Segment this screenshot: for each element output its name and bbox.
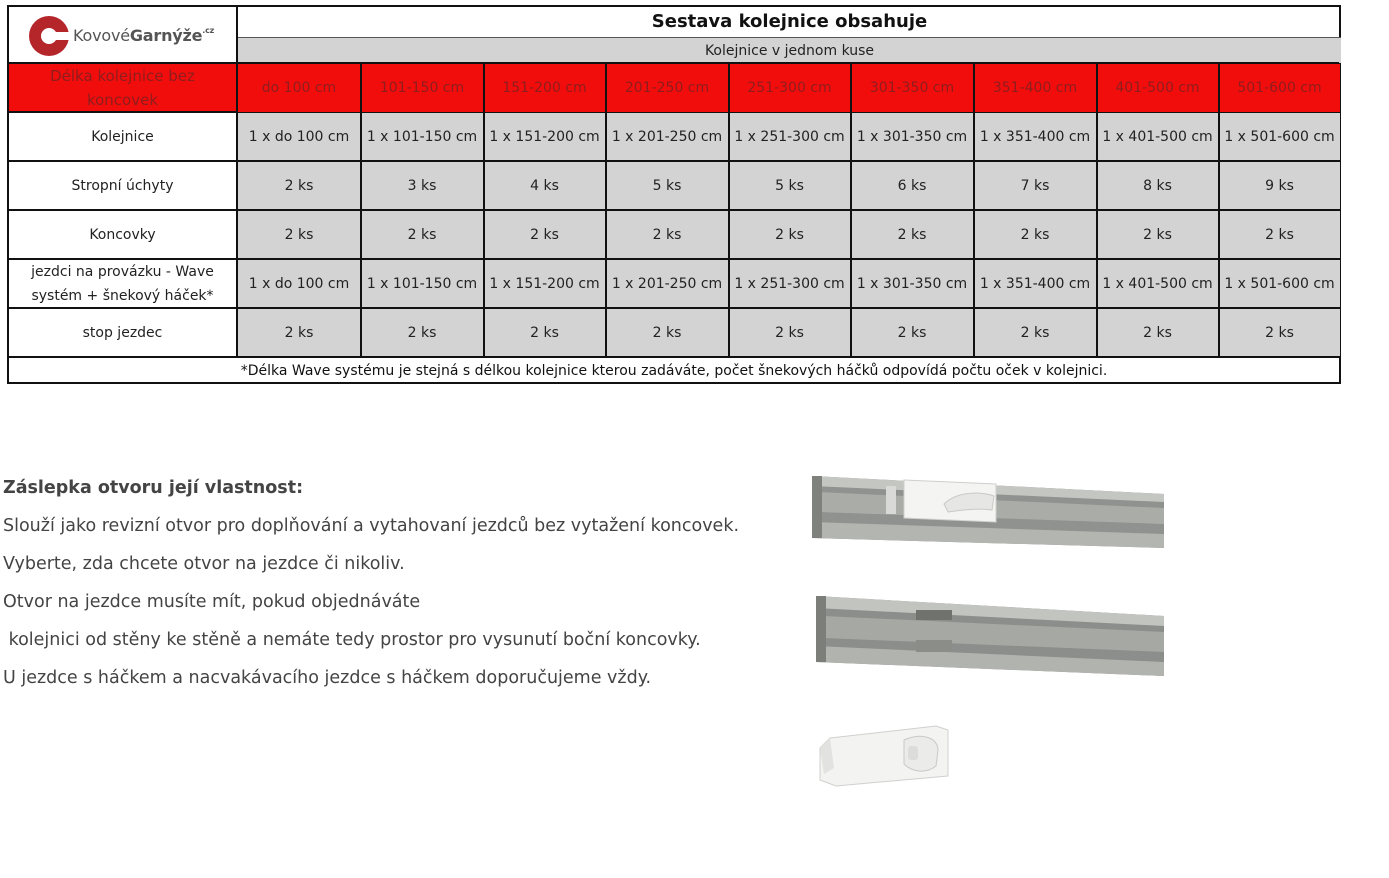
rail-set-table <box>7 5 1341 384</box>
table-cell: 2 ks <box>1097 211 1218 258</box>
info-line: U jezdce s háčkem a nacvakávacího jezdce s háčkem doporučujeme vždy. <box>3 668 652 688</box>
column-divider <box>605 64 607 356</box>
table-cell: 1 x 401-500 cm <box>1097 260 1218 307</box>
rail-cap-image <box>816 724 952 790</box>
table-cell: 2 ks <box>729 211 850 258</box>
table-cell: 9 ks <box>1219 162 1340 209</box>
column-divider <box>483 64 485 356</box>
info-block <box>3 469 763 697</box>
table-footnote: *Délka Wave systému je stejná s délkou kolejnice kterou zadáváte, počet šnekových háčků odpovídá počtu oček v kolejnici. <box>240 363 1108 379</box>
header-col: 351-400 cm <box>974 64 1096 112</box>
column-divider <box>728 64 730 356</box>
row-label: Koncovky <box>89 226 156 243</box>
table-cell: 1 x 101-150 cm <box>361 113 483 160</box>
table-cell: 2 ks <box>484 211 605 258</box>
table-cell: 1 x 351-400 cm <box>974 260 1096 307</box>
table-cell: 1 x 251-300 cm <box>729 260 850 307</box>
table-cell: 3 ks <box>361 162 483 209</box>
table-cell: 1 x 201-250 cm <box>606 113 728 160</box>
column-divider <box>360 64 362 356</box>
header-col: 401-500 cm <box>1097 64 1218 112</box>
table-cell: 1 x 351-400 cm <box>974 113 1096 160</box>
table-title: Sestava kolejnice obsahuje <box>651 11 928 32</box>
info-line: Otvor na jezdce musíte mít, pokud objednáváte <box>3 592 421 612</box>
column-divider <box>1096 64 1098 356</box>
table-cell: 5 ks <box>606 162 728 209</box>
column-divider <box>850 64 852 356</box>
table-cell: 1 x 301-350 cm <box>851 260 973 307</box>
table-cell: 1 x 501-600 cm <box>1219 260 1340 307</box>
table-cell: 2 ks <box>484 309 605 356</box>
table-cell: 2 ks <box>238 309 360 356</box>
header-label: Délka kolejnice bez koncovek <box>9 64 236 112</box>
header-col: 301-350 cm <box>851 64 973 112</box>
header-col: do 100 cm <box>238 64 360 112</box>
table-cell: 1 x 401-500 cm <box>1097 113 1218 160</box>
logo[interactable] <box>9 7 236 64</box>
table-cell: 1 x 101-150 cm <box>361 260 483 307</box>
table-cell: 2 ks <box>1097 309 1218 356</box>
table-cell: 1 x 501-600 cm <box>1219 113 1340 160</box>
row-label: Stropní úchyty <box>71 177 174 194</box>
table-cell: 2 ks <box>361 211 483 258</box>
table-cell: 5 ks <box>729 162 850 209</box>
table-cell: 4 ks <box>484 162 605 209</box>
table-subtitle: Kolejnice v jednom kuse <box>238 38 1341 63</box>
table-cell: 2 ks <box>974 211 1096 258</box>
rail-with-cap-image <box>808 462 1168 554</box>
info-line: Slouží jako revizní otvor pro doplňování a vytahovaní jezdců bez vytažení koncovek. <box>3 516 740 536</box>
table-cell: 2 ks <box>361 309 483 356</box>
table-cell: 1 x 151-200 cm <box>484 260 605 307</box>
table-cell: 1 x 201-250 cm <box>606 260 728 307</box>
column-divider <box>1218 64 1220 356</box>
logo-mark-icon <box>27 14 71 58</box>
table-cell: 2 ks <box>729 309 850 356</box>
table-cell: 2 ks <box>238 162 360 209</box>
header-col: 151-200 cm <box>484 64 605 112</box>
logo-text: KovovéGarnýže$^{.cz}$ <box>73 26 215 45</box>
row-label: stop jezdec <box>82 324 163 341</box>
header-col: 501-600 cm <box>1219 64 1340 112</box>
table-cell: 2 ks <box>974 309 1096 356</box>
column-divider <box>973 64 975 356</box>
table-cell: 1 x do 100 cm <box>238 260 360 307</box>
table-cell: 2 ks <box>1219 309 1340 356</box>
info-line: kolejnici od stěny ke stěně a nemáte tedy prostor pro vysunutí boční koncovky. <box>3 630 701 650</box>
table-cell: 1 x 251-300 cm <box>729 113 850 160</box>
table-cell: 2 ks <box>1219 211 1340 258</box>
table-cell: 8 ks <box>1097 162 1218 209</box>
row-label: jezdci na provázku - Wave systém + šnekový háček* <box>31 263 214 304</box>
rail-with-opening-image <box>812 592 1168 682</box>
table-cell: 1 x 151-200 cm <box>484 113 605 160</box>
table-cell: 2 ks <box>606 211 728 258</box>
header-col: 251-300 cm <box>729 64 850 112</box>
table-cell: 2 ks <box>606 309 728 356</box>
info-line: Vyberte, zda chcete otvor na jezdce či nikoliv. <box>3 554 405 574</box>
table-cell: 1 x 301-350 cm <box>851 113 973 160</box>
table-cell: 2 ks <box>851 309 973 356</box>
table-cell: 2 ks <box>238 211 360 258</box>
row-label: Kolejnice <box>91 128 154 145</box>
table-cell: 1 x do 100 cm <box>238 113 360 160</box>
table-cell: 7 ks <box>974 162 1096 209</box>
table-cell: 6 ks <box>851 162 973 209</box>
table-cell: 2 ks <box>851 211 973 258</box>
info-heading: Záslepka otvoru její vlastnost: <box>3 478 304 498</box>
header-col: 201-250 cm <box>606 64 728 112</box>
header-col: 101-150 cm <box>361 64 483 112</box>
